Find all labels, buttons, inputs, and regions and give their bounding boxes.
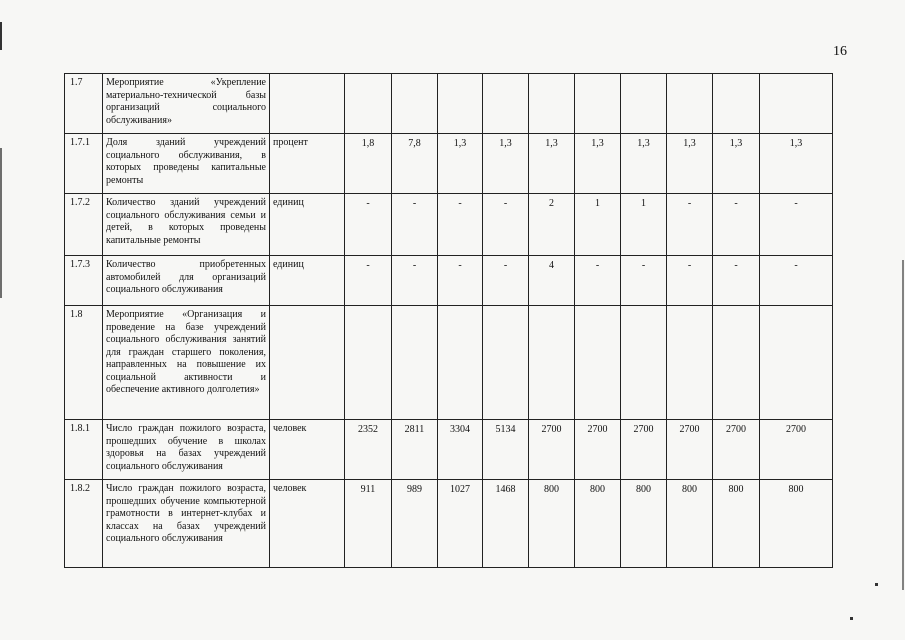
table-row	[65, 480, 833, 568]
value-cell: -	[483, 194, 529, 256]
value-cell: 2700	[529, 420, 575, 480]
indicator-name-cell: Доля зданий учреждений социального обслуживания, в которых проведены капитальные ремонты	[103, 134, 270, 194]
value-cell: -	[760, 256, 833, 306]
value-cell	[392, 306, 438, 420]
value-cell: 1,3	[621, 134, 667, 194]
unit-cell	[270, 306, 345, 420]
value-cell: 800	[760, 480, 833, 568]
indicator-name-cell: Число граждан пожилого возраста, прошедших обучение компьютерной грамотности в интернет-клубах и классах на базах учреждений социального обслуживания	[103, 480, 270, 568]
value-cell: 2	[529, 194, 575, 256]
unit-cell: человек	[270, 480, 345, 568]
value-cell	[529, 306, 575, 420]
value-cell: -	[667, 194, 713, 256]
value-cell: 1,3	[438, 134, 483, 194]
value-cell	[667, 74, 713, 134]
value-cell	[713, 74, 760, 134]
value-cell: 2700	[575, 420, 621, 480]
indicator-name-cell: Число граждан пожилого возраста, прошедших обучение в школах здоровья на базах учреждений социального обслуживания	[103, 420, 270, 480]
unit-cell	[270, 74, 345, 134]
value-cell: 1468	[483, 480, 529, 568]
row-number-cell: 1.8.1	[65, 420, 103, 480]
row-number-cell: 1.7.2	[65, 194, 103, 256]
value-cell: 2811	[392, 420, 438, 480]
row-number-cell: 1.7.3	[65, 256, 103, 306]
scan-mark-right	[902, 260, 904, 590]
indicator-name-cell: Мероприятие «Организация и проведение на базе учреждений социального обслуживания занятий для граждан старшего поколения, направленных на повышение их социальной активности и обеспечение активного долголетия»	[103, 306, 270, 420]
value-cell: 2700	[760, 420, 833, 480]
value-cell: 1,3	[713, 134, 760, 194]
value-cell: 1,3	[483, 134, 529, 194]
value-cell: 3304	[438, 420, 483, 480]
value-cell: -	[345, 256, 392, 306]
value-cell: -	[667, 256, 713, 306]
value-cell: 800	[713, 480, 760, 568]
unit-cell: единиц	[270, 194, 345, 256]
value-cell: 2700	[667, 420, 713, 480]
value-cell: 800	[529, 480, 575, 568]
value-cell: -	[392, 194, 438, 256]
value-cell	[438, 306, 483, 420]
value-cell: 1	[621, 194, 667, 256]
indicator-name-cell: Количество приобретенных автомобилей для организаций социального обслуживания	[103, 256, 270, 306]
value-cell: 1,3	[575, 134, 621, 194]
indicator-name-cell: Мероприятие «Укрепление материально-технической базы организаций социального обслуживания»	[103, 74, 270, 134]
row-number-cell: 1.8	[65, 306, 103, 420]
value-cell: 1,3	[760, 134, 833, 194]
unit-cell: единиц	[270, 256, 345, 306]
value-cell: 989	[392, 480, 438, 568]
unit-cell: процент	[270, 134, 345, 194]
value-cell: 1,3	[529, 134, 575, 194]
value-cell: -	[392, 256, 438, 306]
table-row	[65, 256, 833, 306]
value-cell: 1	[575, 194, 621, 256]
value-cell	[345, 74, 392, 134]
value-cell: 2700	[713, 420, 760, 480]
indicators-table	[64, 73, 833, 568]
value-cell	[483, 306, 529, 420]
table-row	[65, 74, 833, 134]
value-cell: 800	[621, 480, 667, 568]
value-cell	[760, 306, 833, 420]
value-cell: 1,8	[345, 134, 392, 194]
value-cell: 800	[667, 480, 713, 568]
value-cell: -	[713, 256, 760, 306]
value-cell	[529, 74, 575, 134]
indicator-name-cell: Количество зданий учреждений социального обслуживания семьи и детей, в которых проведены капитальные ремонты	[103, 194, 270, 256]
value-cell	[575, 306, 621, 420]
value-cell	[667, 306, 713, 420]
value-cell: 1027	[438, 480, 483, 568]
value-cell: -	[483, 256, 529, 306]
page-number: 16	[833, 44, 847, 59]
value-cell: 4	[529, 256, 575, 306]
value-cell	[760, 74, 833, 134]
value-cell	[483, 74, 529, 134]
scan-mark-dot	[875, 583, 878, 586]
value-cell: 5134	[483, 420, 529, 480]
value-cell	[575, 74, 621, 134]
table-row	[65, 134, 833, 194]
value-cell	[392, 74, 438, 134]
value-cell: 7,8	[392, 134, 438, 194]
row-number-cell: 1.7	[65, 74, 103, 134]
value-cell: 2352	[345, 420, 392, 480]
value-cell: -	[760, 194, 833, 256]
value-cell	[438, 74, 483, 134]
value-cell	[621, 74, 667, 134]
value-cell	[713, 306, 760, 420]
table-row	[65, 420, 833, 480]
value-cell: -	[575, 256, 621, 306]
value-cell	[345, 306, 392, 420]
row-number-cell: 1.7.1	[65, 134, 103, 194]
table-row	[65, 194, 833, 256]
value-cell	[621, 306, 667, 420]
table-row	[65, 306, 833, 420]
value-cell: -	[438, 256, 483, 306]
scan-mark-dot-2	[850, 617, 853, 620]
row-number-cell: 1.8.2	[65, 480, 103, 568]
value-cell: -	[621, 256, 667, 306]
value-cell: -	[713, 194, 760, 256]
value-cell: 1,3	[667, 134, 713, 194]
value-cell: -	[438, 194, 483, 256]
value-cell: -	[345, 194, 392, 256]
value-cell: 2700	[621, 420, 667, 480]
scan-mark-left	[0, 22, 2, 50]
value-cell: 911	[345, 480, 392, 568]
scan-mark-left-2	[0, 148, 2, 298]
value-cell: 800	[575, 480, 621, 568]
unit-cell: человек	[270, 420, 345, 480]
